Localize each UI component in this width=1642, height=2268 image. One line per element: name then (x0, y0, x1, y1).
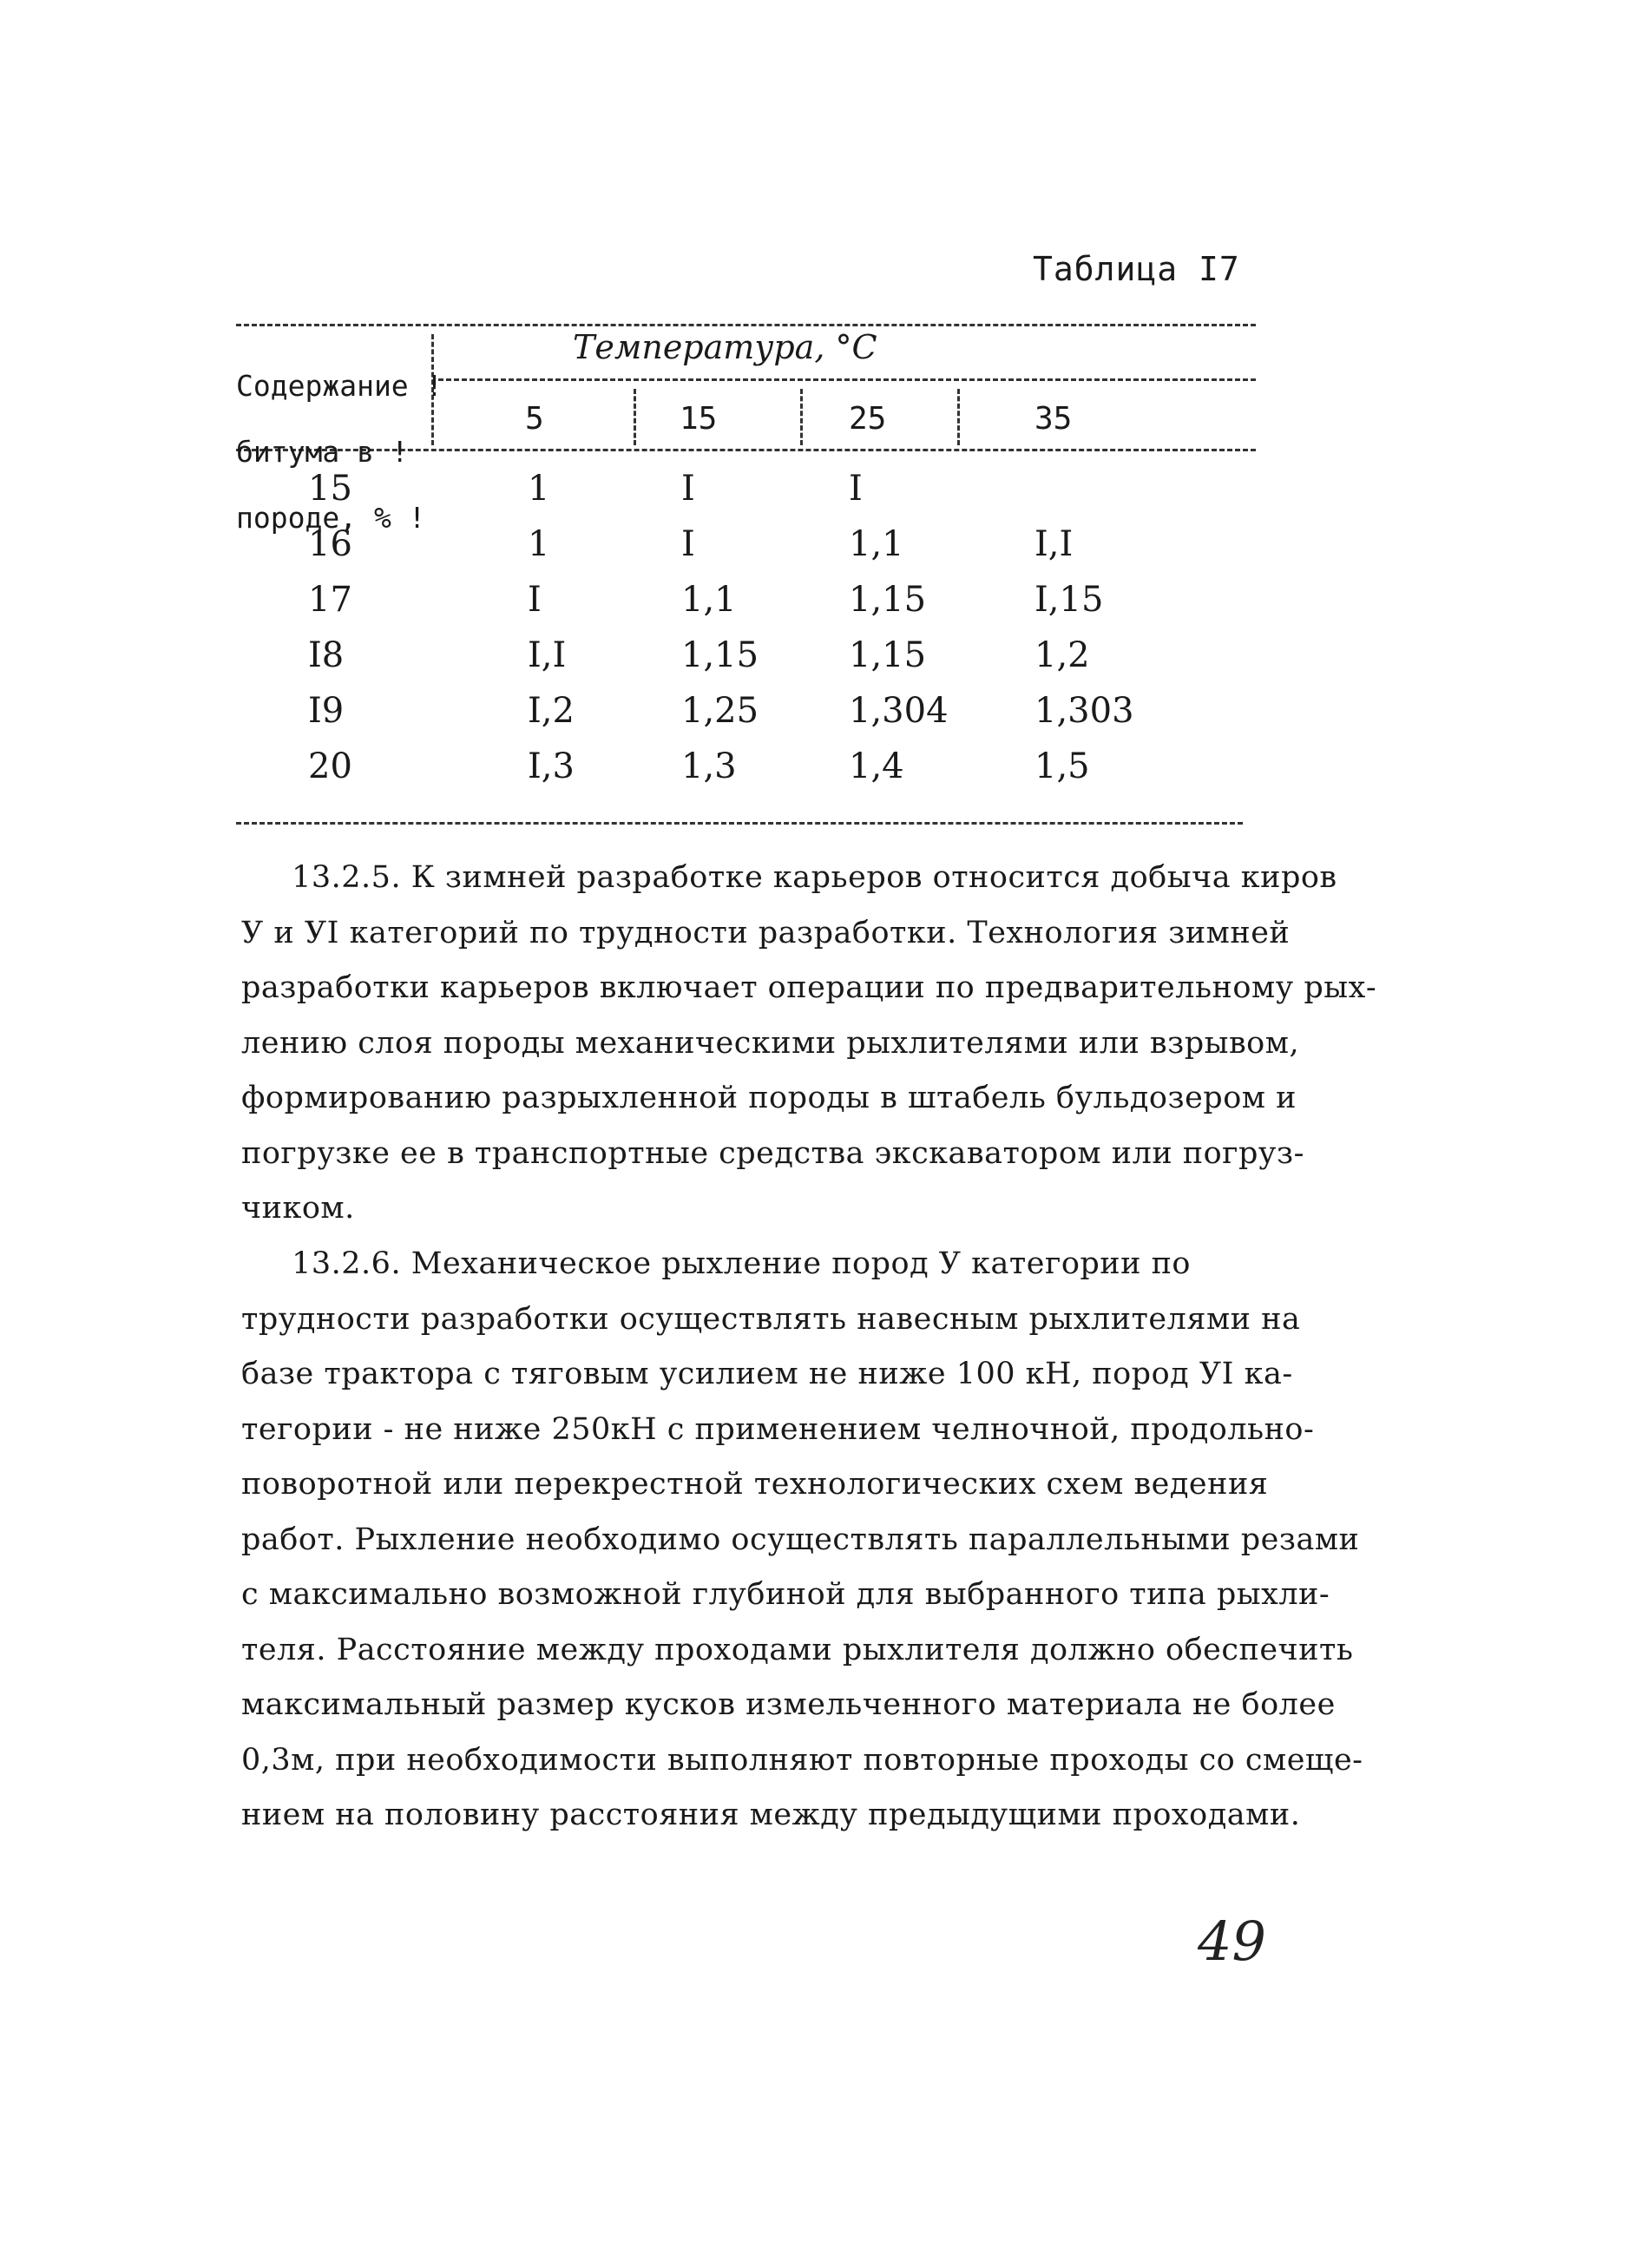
cell-value: 1,4 (849, 746, 904, 786)
text-line: с максимально возможной глубиной для выбранного типа рыхли- (241, 1577, 1330, 1612)
text-line: трудности разработки осуществлять навесным рыхлителями на (241, 1301, 1301, 1337)
temperature-header: Температура, °С (573, 328, 877, 366)
paragraph-13-2-6 (241, 1237, 1363, 1844)
text-line: теля. Расстояние между проходами рыхлителя должно обеспечить (241, 1632, 1354, 1667)
temperature-column-header: 35 (1034, 401, 1073, 437)
cell-value: I,I (1034, 524, 1074, 564)
table-caption: Таблица I7 (1033, 250, 1240, 288)
cell-content: 17 (308, 580, 352, 620)
cell-value: 1,304 (849, 691, 949, 731)
text-line: погрузке ее в транспортные средства экскаватором или погруз- (241, 1135, 1304, 1171)
column-divider (957, 389, 960, 445)
cell-value: 1 (528, 469, 550, 509)
cell-value: I (849, 469, 863, 509)
cell-value: 1,25 (681, 691, 759, 731)
text-line: У и УI категорий по трудности разработки. Технология зимней (241, 915, 1291, 950)
cell-content: I9 (308, 691, 345, 731)
cell-value: 1,15 (849, 635, 927, 675)
cell-value: I (681, 469, 695, 509)
text-line: тегории - не ниже 250кН с применением челночной, продольно- (241, 1411, 1315, 1447)
text-line: нием на половину расстояния между предыдущими проходами. (241, 1798, 1301, 1832)
temperature-column-header: 25 (849, 401, 887, 437)
cell-value: I (681, 524, 695, 564)
cell-value: 1,2 (1034, 635, 1090, 675)
cell-content: I8 (308, 635, 345, 675)
temperature-column-header: 15 (680, 401, 718, 437)
text-line: формированию разрыхленной породы в штабель бульдозером и (241, 1081, 1297, 1115)
column-divider (800, 389, 803, 445)
text-line: 13.2.5. К зимней разработке карьеров относится добыча киров (241, 860, 1337, 895)
text-line: максимальный размер кусков измельченного материала не более (241, 1687, 1336, 1722)
text-line: поворотной или перекрестной технологических схем ведения (241, 1467, 1269, 1502)
header-line: породе, % ! (236, 501, 426, 535)
header-line: Содержание ! (236, 369, 443, 403)
cell-value: 1,15 (681, 635, 759, 675)
column-divider (634, 389, 636, 445)
text-line: разработки карьеров включает операции по предварительному рых- (241, 970, 1377, 1005)
cell-value: 1,1 (849, 524, 904, 564)
table-bottom-rule (236, 822, 1243, 825)
cell-value: I (528, 580, 542, 620)
cell-value: 1,5 (1034, 746, 1090, 786)
text-line: чиком. (241, 1191, 355, 1226)
text-line: 13.2.6. Механическое рыхление пород У категории по (241, 1246, 1191, 1281)
paragraph-13-2-5 (241, 851, 1377, 1237)
temperature-column-header: 5 (525, 401, 544, 437)
text-line: 0,3м, при необходимости выполняют повторные проходы со смеще- (241, 1742, 1363, 1778)
cell-content: 16 (308, 524, 352, 564)
cell-value: 1 (528, 524, 550, 564)
cell-value: 1,303 (1034, 691, 1134, 731)
cell-value: 1,15 (849, 580, 927, 620)
handwritten-page-number: 49 (1198, 1910, 1266, 1973)
cell-value: I,2 (528, 691, 575, 731)
cell-content: 15 (308, 469, 352, 509)
text-line: работ. Рыхление необходимо осуществлять параллельными резами (241, 1522, 1360, 1557)
cell-value: I,I (528, 635, 567, 675)
text-line: базе трактора с тяговым усилием не ниже 100 кН, пород УI ка- (241, 1357, 1293, 1391)
cell-value: I,3 (528, 746, 575, 786)
header-line: битума в ! (236, 435, 409, 469)
table-top-rule (236, 324, 1256, 326)
text-line: лению слоя породы механическими рыхлителями или взрывом, (241, 1025, 1300, 1061)
cell-value: I,15 (1034, 580, 1104, 620)
cell-content: 20 (308, 746, 352, 786)
table-header-inner-rule (438, 378, 1256, 381)
cell-value: 1,1 (681, 580, 737, 620)
cell-value: 1,3 (681, 746, 737, 786)
